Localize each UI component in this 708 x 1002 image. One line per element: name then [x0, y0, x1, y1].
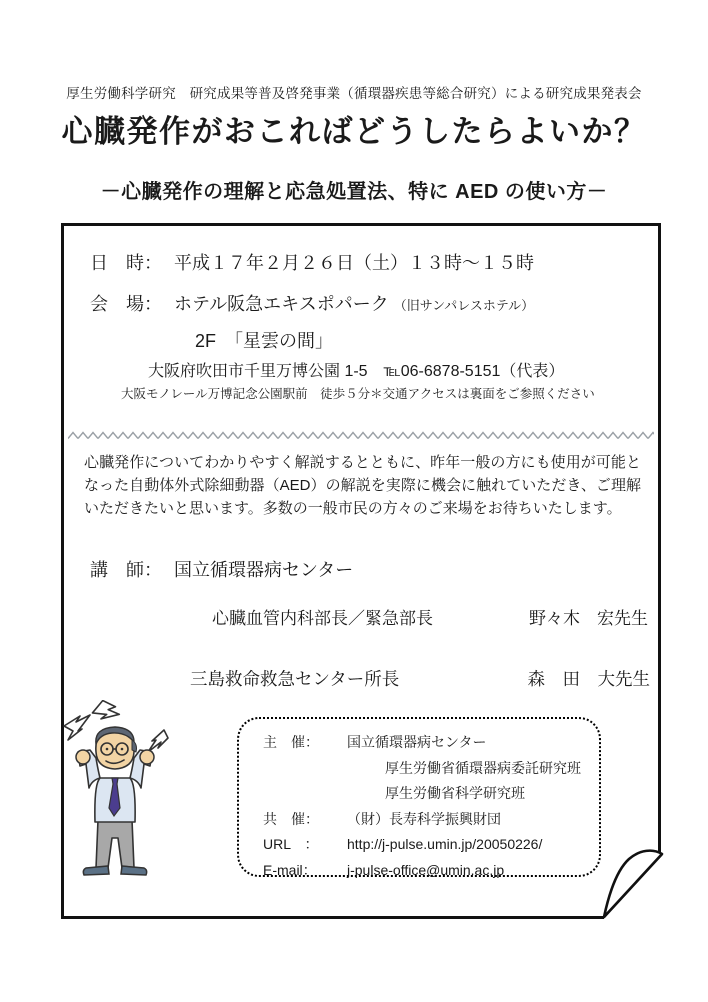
- lecturer-title: 心臓血管内科部長／緊急部長: [212, 609, 433, 628]
- date-value: 平成１７年２月２６日（土）１３時～１５時: [174, 253, 534, 273]
- host-label: 主 催：: [263, 734, 319, 750]
- lecturer-entry: [190, 666, 650, 691]
- venue-address: 大阪府吹田市千里万博公園 1-5 ℡06-6878-5151（代表）: [148, 363, 565, 380]
- box-border-top: [61, 223, 661, 226]
- venue-name: ホテル阪急エキスポパーク: [174, 294, 389, 314]
- access-note: 大阪モノレール万博記念公園駅前 徒歩５分＊交通アクセスは裏面をご参照ください: [121, 387, 595, 401]
- lecturer-label: 講 師：: [90, 560, 162, 580]
- zigzag-divider: [68, 431, 654, 440]
- host-value-line: 厚生労働省循環器病委託研究班: [385, 759, 581, 776]
- page-subtitle: －心臓発作の理解と応急処置法、特に AED の使い方－: [100, 181, 608, 203]
- box-border-right: [658, 223, 661, 853]
- flexing-man-illustration: [56, 700, 172, 888]
- page-title: 心臓発作がおこればどうしたらよいか？: [61, 114, 647, 149]
- lecturer-organization: 国立循環器病センター: [174, 560, 354, 580]
- email-row: [263, 858, 599, 884]
- email-value: j-pulse-office@umin.ac.jp: [347, 861, 505, 878]
- lecturer-name: 森 田 大先生: [527, 669, 650, 689]
- lecturer-row: [90, 556, 353, 582]
- host-value-line: 厚生労働省科学研究班: [385, 785, 525, 801]
- venue-row: [90, 290, 534, 316]
- url-value: http://j-pulse.umin.jp/20050226/: [347, 836, 543, 852]
- lecturer-name: 野々木 宏先生: [529, 609, 648, 628]
- organizer-box: [237, 717, 601, 877]
- venue-room: 2F 「星雲の間」: [195, 331, 334, 351]
- email-label: E-mail：: [263, 861, 317, 878]
- venue-label: 会 場：: [90, 294, 162, 314]
- url-row: [263, 832, 599, 858]
- cohost-value: （財）長寿科学振興財団: [347, 810, 501, 827]
- host-value: 国立循環器病センター: [347, 734, 487, 750]
- url-label: URL ：: [263, 836, 319, 852]
- program-line: 厚生労働科学研究 研究成果等普及啓発事業（循環器疾患等総合研究）による研究成果発表会: [66, 86, 642, 101]
- cohost-row: [263, 807, 599, 833]
- cohost-label: 共 催：: [263, 810, 319, 827]
- venue-note: （旧サンパレスホテル）: [393, 298, 535, 313]
- box-border-bottom: [61, 916, 604, 919]
- date-row: [90, 249, 534, 275]
- host-row: [263, 730, 599, 756]
- page-curl: [594, 843, 670, 927]
- lecturer-entry: [212, 604, 648, 629]
- lecturer-title: 三島救命救急センター所長: [190, 669, 400, 689]
- date-label: 日 時：: [90, 253, 162, 273]
- description-paragraph: 心臓発作についてわかりやすく解説するとともに、昨年一般の方にも使用が可能となった自動体外式除細動器（AED）の解説を実際に機会に触れていただき、ご理解いただきたいと思います。多数の一般市民の方々のご来場をお待ちいたします。: [84, 454, 641, 517]
